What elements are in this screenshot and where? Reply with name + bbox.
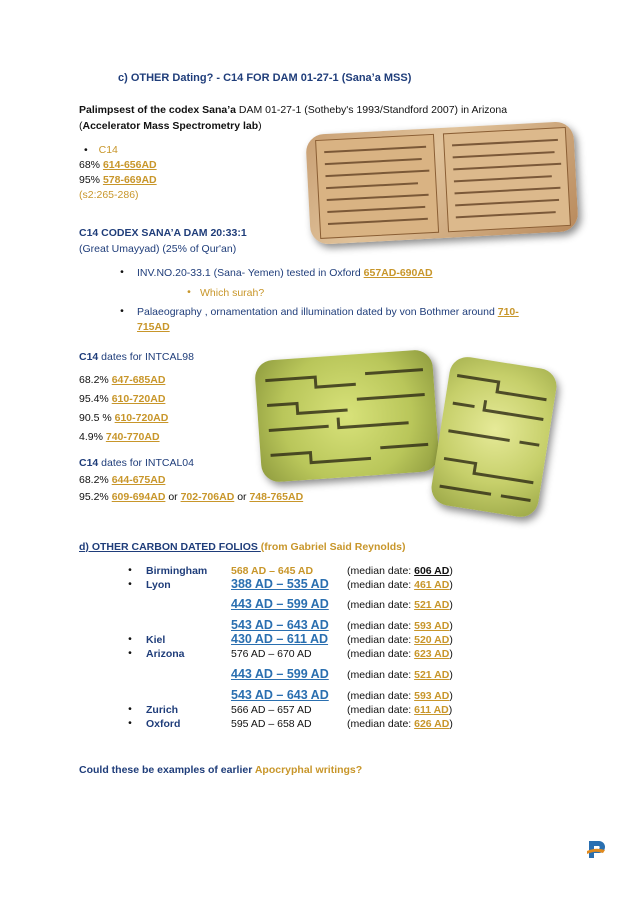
item-text: Palaeography , ornamentation and illumination dated by von Bothmer around — [137, 306, 498, 318]
or-text: or — [234, 491, 250, 503]
manuscript-script-graphic — [305, 121, 578, 245]
median-suffix: ) — [449, 718, 453, 730]
bullet-icon: • — [128, 578, 132, 590]
logo-icon — [585, 838, 607, 860]
folio-range: 543 AD – 643 AD — [231, 618, 329, 632]
median-prefix: (median date: — [347, 648, 415, 660]
intro-bold: Palimpsest of the codex Sana’a — [79, 104, 236, 116]
pct: 95% — [79, 174, 101, 186]
section-d-source: (from Gabriel Said Reynolds) — [260, 541, 406, 553]
intcal98-label — [79, 350, 194, 364]
folio-range: 443 AD – 599 AD — [231, 597, 329, 611]
median-date: 626 AD — [414, 718, 450, 730]
median-suffix: ) — [449, 565, 453, 577]
median-prefix: (median date: — [347, 634, 415, 646]
folio-place: Oxford — [146, 718, 181, 730]
median-prefix: (median date: — [347, 565, 415, 577]
bullet-icon: • — [120, 305, 124, 317]
folio-median — [347, 564, 453, 578]
folio-range: 595 AD – 658 AD — [231, 718, 312, 730]
median-date: 521 AD — [414, 669, 450, 681]
date-range: 715AD — [137, 321, 170, 333]
paren-close: ) — [258, 120, 262, 132]
section-d-title: d) OTHER CARBON DATED FOLIOS — [79, 541, 261, 553]
manuscript-photo-green-2 — [429, 354, 559, 519]
date-range: 610-720AD — [114, 412, 169, 424]
intro-line-2 — [79, 119, 262, 133]
codex-item-1 — [137, 266, 433, 280]
section-d-heading — [79, 540, 406, 554]
closing-question — [79, 763, 362, 777]
date-range: 710- — [497, 306, 519, 318]
intcal98-row — [79, 411, 168, 425]
folio-range: 576 AD – 670 AD — [231, 648, 312, 660]
manuscript-photo-sanaa — [305, 121, 578, 245]
kufic-script-graphic — [254, 349, 440, 483]
median-date: 521 AD — [414, 599, 450, 611]
closing-text: Could these be examples of earlier — [79, 764, 255, 776]
c14-line-95 — [79, 173, 157, 187]
median-suffix: ) — [449, 599, 453, 611]
median-date: 593 AD — [414, 690, 450, 702]
median-date: 611 AD — [414, 704, 449, 716]
median-prefix: (median date: — [347, 579, 415, 591]
codex-sub-item: Which surah? — [200, 287, 265, 299]
intcal98-row — [79, 392, 165, 406]
folio-range: 543 AD – 643 AD — [231, 688, 329, 702]
date-range: 657AD-690AD — [363, 267, 433, 279]
date-range: 740-770AD — [105, 431, 160, 443]
c14-line-68 — [79, 158, 157, 172]
median-prefix: (median date: — [347, 669, 415, 681]
intro-text: DAM 01-27-1 (Sotheby's 1993/Standford 2007) in Arizona — [235, 104, 508, 116]
folio-place: Zurich — [146, 704, 179, 716]
folio-median — [347, 619, 453, 633]
codex-item-2-cont — [137, 320, 170, 334]
or-text: or — [165, 491, 181, 503]
date-range: 644-675AD — [111, 474, 166, 486]
intcal04-label — [79, 456, 194, 470]
codex-subtitle: (Great Umayyad) (25% of Qur'an) — [79, 243, 237, 255]
bullet-icon: • — [84, 144, 88, 156]
median-suffix: ) — [449, 620, 453, 632]
c14-label: C14 — [79, 457, 99, 469]
median-prefix: (median date: — [347, 704, 415, 716]
bullet-icon: • — [128, 703, 132, 715]
folio-place: Lyon — [146, 579, 171, 591]
date-range: 578-669AD — [102, 174, 157, 186]
date-range: 702-706AD — [180, 491, 235, 503]
folio-median — [347, 598, 453, 612]
pct: 68% — [79, 159, 101, 171]
median-date: 520 AD — [414, 634, 450, 646]
folio-median — [347, 668, 453, 682]
folio-range: 568 AD – 645 AD — [231, 565, 314, 577]
date-range: 748-765AD — [249, 491, 304, 503]
date-range: 609-694AD — [111, 491, 166, 503]
folio-place: Birmingham — [146, 565, 208, 577]
c14-label: C14 — [79, 351, 99, 363]
bullet-icon: • — [128, 647, 132, 659]
median-prefix: (median date: — [347, 599, 415, 611]
median-date: 606 AD — [414, 565, 450, 577]
folio-range: 430 AD – 611 AD — [231, 632, 329, 646]
folio-median — [347, 689, 453, 703]
median-suffix: ) — [449, 579, 453, 591]
median-suffix: ) — [448, 704, 453, 716]
ams-lab: Accelerator Mass Spectrometry lab — [82, 120, 259, 132]
manuscript-photo-green-1 — [254, 349, 440, 483]
bullet-icon: • — [187, 286, 191, 298]
median-suffix: ) — [449, 648, 453, 660]
folio-median — [347, 717, 453, 731]
section-heading: c) OTHER Dating? - C14 FOR DAM 01-27-1 (Sana’a MSS) — [118, 72, 412, 84]
pct: 95.2% — [79, 491, 109, 503]
date-range: 614-656AD — [102, 159, 157, 171]
date-range: 610-720AD — [111, 393, 166, 405]
folio-range: 566 AD – 657 AD — [231, 704, 312, 716]
codex-item-2 — [137, 305, 519, 319]
bullet-icon: • — [128, 633, 132, 645]
pct: 90.5 % — [79, 412, 112, 424]
median-date: 623 AD — [414, 648, 450, 660]
median-prefix: (median date: — [347, 690, 415, 702]
intro-line-1 — [79, 103, 559, 117]
median-prefix: (median date: — [347, 718, 415, 730]
median-suffix: ) — [449, 669, 453, 681]
label-text: dates for INTCAL04 — [98, 457, 194, 469]
c14-reference: (s2:265-286) — [79, 189, 139, 201]
folio-range: 388 AD – 535 AD — [231, 577, 329, 591]
pct: 4.9% — [79, 431, 103, 443]
median-date: 593 AD — [414, 620, 450, 632]
folio-place: Arizona — [146, 648, 185, 660]
c14-label: C14 — [98, 144, 118, 156]
bullet-icon: • — [128, 717, 132, 729]
paren-open: ( — [79, 120, 83, 132]
median-date: 461 AD — [414, 579, 450, 591]
folio-range: 443 AD – 599 AD — [231, 667, 329, 681]
c14-bullet-line — [84, 143, 118, 157]
bullet-icon: • — [120, 266, 124, 278]
item-text: INV.NO.20-33.1 (Sana- Yemen) tested in Oxford — [137, 267, 364, 279]
date-range: 647-685AD — [111, 374, 166, 386]
folio-median — [347, 647, 453, 661]
kufic-script-graphic — [429, 354, 559, 519]
folio-median — [347, 633, 453, 647]
folio-median — [347, 703, 452, 717]
intcal98-row — [79, 373, 165, 387]
pct: 95.4% — [79, 393, 109, 405]
label-text: dates for INTCAL98 — [98, 351, 194, 363]
intcal04-row-2 — [79, 490, 303, 504]
closing-highlight: Apocryphal writings? — [254, 764, 363, 776]
pct: 68.2% — [79, 474, 109, 486]
intcal04-row-1 — [79, 473, 165, 487]
intcal98-row — [79, 430, 160, 444]
median-suffix: ) — [449, 634, 453, 646]
codex-title: C14 CODEX SANA’A DAM 20:33:1 — [79, 227, 247, 239]
folio-median — [347, 578, 453, 592]
bullet-icon: • — [128, 564, 132, 576]
median-prefix: (median date: — [347, 620, 415, 632]
median-suffix: ) — [449, 690, 453, 702]
folio-place: Kiel — [146, 634, 166, 646]
pct: 68.2% — [79, 374, 109, 386]
